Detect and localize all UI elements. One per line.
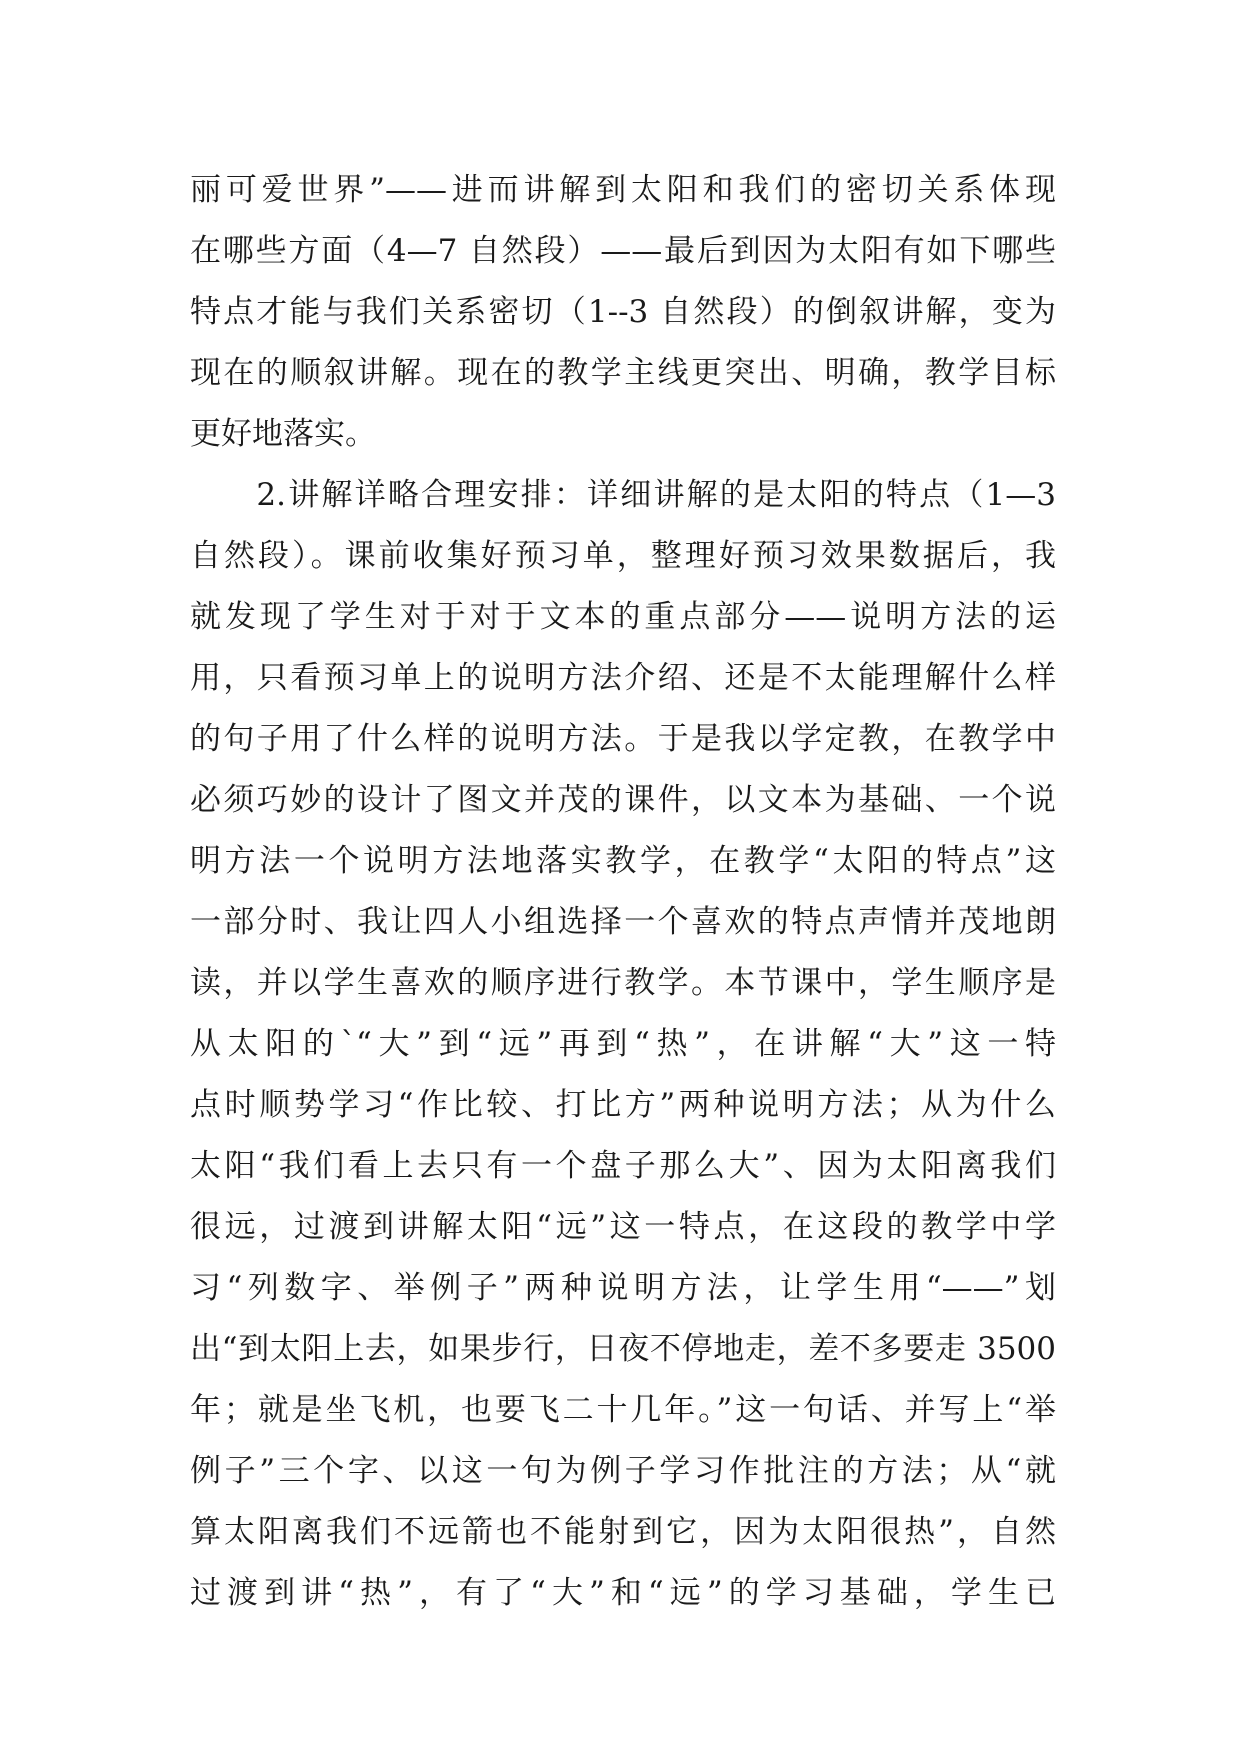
text-line: 太阳“我们看上去只有一个盘子那么大”、因为太阳离我们 bbox=[190, 1148, 1056, 1184]
body-text bbox=[190, 160, 1056, 1624]
text-line: 从太阳的`“大”到“远”再到“热”，在讲解“大”这一特 bbox=[190, 1026, 1056, 1062]
text-line: 出“到太阳上去，如果步行，日夜不停地走，差不多要走 3500 bbox=[190, 1331, 1056, 1367]
text-line: 丽可爱世界”——进而讲解到太阳和我们的密切关系体现 bbox=[190, 172, 1056, 208]
text-line: 很远，过渡到讲解太阳“远”这一特点，在这段的教学中学 bbox=[190, 1209, 1056, 1245]
text-line: 过渡到讲“热”，有了“大”和“远”的学习基础，学生已 bbox=[190, 1575, 1056, 1611]
text-line: 习“列数字、举例子”两种说明方法，让学生用“——”划 bbox=[190, 1270, 1056, 1306]
text-line: 特点才能与我们关系密切（1--3 自然段）的倒叙讲解，变为 bbox=[190, 294, 1056, 330]
text-line: 点时顺势学习“作比较、打比方”两种说明方法；从为什么 bbox=[190, 1087, 1056, 1123]
text-line: 在哪些方面（4—7 自然段）——最后到因为太阳有如下哪些 bbox=[190, 233, 1056, 269]
text-line: 现在的顺叙讲解。现在的教学主线更突出、明确，教学目标 bbox=[190, 355, 1056, 391]
text-line: 2.讲解详略合理安排：详细讲解的是太阳的特点（1—3 bbox=[190, 477, 1056, 513]
text-line: 更好地落实。 bbox=[190, 416, 376, 452]
text-line: 用，只看预习单上的说明方法介绍、还是不太能理解什么样 bbox=[190, 660, 1056, 696]
text-line: 的句子用了什么样的说明方法。于是我以学定教，在教学中 bbox=[190, 721, 1056, 757]
text-line: 明方法一个说明方法地落实教学，在教学“太阳的特点”这 bbox=[190, 843, 1056, 879]
text-line: 年；就是坐飞机，也要飞二十几年。”这一句话、并写上“举 bbox=[190, 1392, 1056, 1428]
text-line: 例子”三个字、以这一句为例子学习作批注的方法；从“就 bbox=[190, 1453, 1056, 1489]
text-line: 就发现了学生对于对于文本的重点部分——说明方法的运 bbox=[190, 599, 1056, 635]
text-line: 读，并以学生喜欢的顺序进行教学。本节课中，学生顺序是 bbox=[190, 965, 1056, 1001]
text-line: 一部分时、我让四人小组选择一个喜欢的特点声情并茂地朗 bbox=[190, 904, 1056, 940]
text-line: 必须巧妙的设计了图文并茂的课件，以文本为基础、一个说 bbox=[190, 782, 1056, 818]
text-line: 算太阳离我们不远箭也不能射到它，因为太阳很热”，自然 bbox=[190, 1514, 1056, 1550]
text-line: 自然段）。课前收集好预习单，整理好预习效果数据后，我 bbox=[190, 538, 1056, 574]
